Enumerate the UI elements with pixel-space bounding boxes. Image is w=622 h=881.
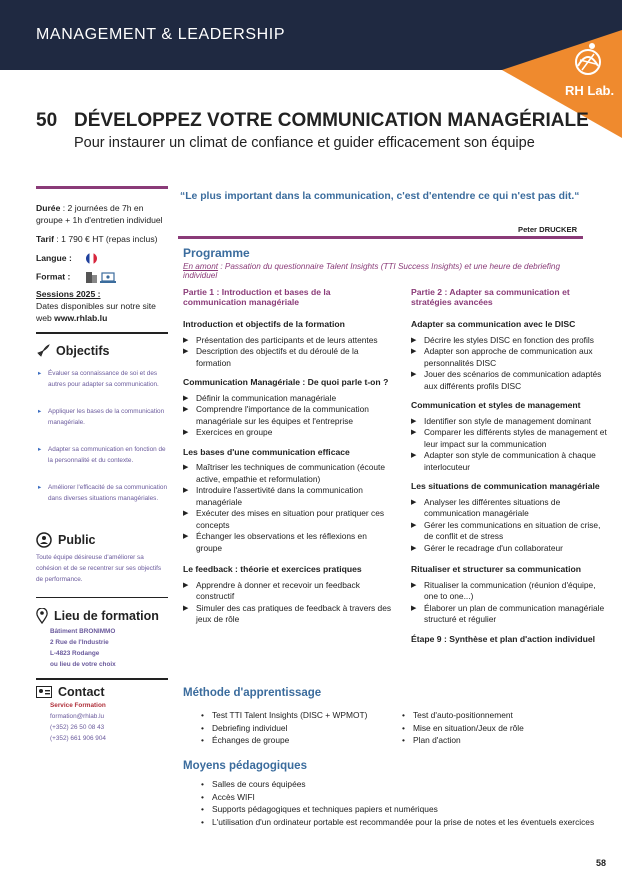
list-item: ▶ Identifier son style de management dominant — [411, 416, 609, 428]
list-item: ▶ Gérer les communications en situation de crise, de conflit et de stress — [411, 520, 609, 543]
list-item: ▶ Exécuter des mises en situation pour pratiquer ces concepts — [183, 508, 395, 531]
sessions-site-link[interactable]: www.rhlab.lu — [54, 313, 108, 324]
duree-block — [36, 202, 168, 226]
objectif-item: ▸ Adapter sa communication en fonction de la personnalité et du contexte. — [48, 444, 168, 466]
list-item: ▶ Adapter son style de communication à chaque interlocuteur — [411, 450, 609, 473]
sessions-label: Sessions 2025 : — [36, 289, 101, 300]
list-item: ▶ Introduire l'assertivité dans la communication managériale — [183, 485, 395, 508]
lieu-address — [50, 626, 168, 670]
section-title: Les bases d'une communication efficace — [183, 446, 350, 457]
building-icon — [86, 272, 97, 283]
section-title: Le feedback : théorie et exercices pratiques — [183, 564, 362, 574]
section-title: Communication Managériale : De quoi parle t-on ? — [183, 377, 389, 387]
section-title: Les situations de communication managériale — [411, 481, 600, 491]
public-text: Toute équipe désireuse d'améliorer sa cohésion et de se recentrer sur ses objectifs de performance. — [36, 553, 162, 583]
section-title: Adapter sa communication avec le DISC — [411, 319, 576, 329]
objectifs-list — [36, 368, 168, 504]
course-title: DÉVELOPPEZ VOTRE COMMUNICATION MANAGÉRIALE — [74, 110, 589, 131]
quote-author: Peter DRUCKER — [518, 225, 578, 234]
divider — [36, 678, 168, 680]
lieu-line: Bâtiment BRONIMMO — [50, 628, 116, 636]
quote-text: “Le plus important dans la communication, c'est d'entendre ce qui n'est pas dit.“ — [180, 191, 580, 202]
contact-card-icon — [36, 686, 52, 698]
list-item: ▶ Jouer des scénarios de communication adaptés aux différents profils DISC — [411, 369, 609, 392]
langue-block — [36, 252, 168, 264]
lieu-line: 2 Rue de l'Industrie — [50, 639, 109, 647]
methode-list-1 — [201, 709, 401, 747]
list-item: ▶ Décrire les styles DISC en fonction des profils — [411, 335, 609, 347]
part2-column — [411, 287, 609, 649]
list-item: ▶ Échanger les observations et les réflexions en groupe — [183, 531, 395, 554]
objectif-item: ▸ Améliorer l'efficacité de sa communication dans diverses situations managériales. — [48, 482, 168, 504]
list-item: ▶ Maîtriser les techniques de communication (écoute active, empathie et reformulation) — [183, 462, 395, 485]
list-item: ▶ Description des objectifs et du déroulé de la formation — [183, 346, 395, 369]
contact-phone: (+352) 661 906 904 — [50, 734, 106, 742]
section-title: Ritualiser et structurer sa communication — [411, 564, 582, 574]
lieu-line: ou lieu de votre choix — [50, 661, 116, 669]
sidebar — [36, 188, 168, 744]
list-item: • Salles de cours équipées — [201, 778, 611, 791]
moyens-list — [201, 778, 611, 828]
main-rule — [178, 236, 583, 239]
list-item: ▶ Apprendre à donner et recevoir un feedback constructif — [183, 580, 395, 603]
french-flag-icon — [86, 253, 97, 264]
list-item: ▶ Comparer les différents styles de management et leur impact sur la communication — [411, 427, 609, 450]
objectif-item: ▸ Appliquer les bases de la communication managériale. — [48, 406, 168, 428]
divider — [36, 332, 168, 334]
methode-list-2 — [402, 709, 602, 747]
final-step: Étape 9 : Synthèse et plan d'action individuel — [411, 633, 595, 644]
sessions-text: Dates disponibles sur notre site web — [36, 301, 156, 324]
methode-title: Méthode d'apprentissage — [183, 687, 322, 699]
objectif-item: ▸ Évaluer sa connaissance de soi et des autres pour adapter sa communication. — [48, 368, 168, 390]
list-item: • Mise en situation/Jeux de rôle — [402, 722, 602, 735]
contact-details — [50, 700, 168, 744]
en-amont-label: En amont — [183, 262, 219, 271]
lieu-heading — [36, 608, 168, 624]
part1-title: Partie 1 : Introduction et bases de la communication managériale — [183, 287, 331, 307]
list-item: • Test d'auto-positionnement — [402, 709, 602, 722]
programme-title: Programme — [183, 246, 250, 260]
duree-value: : 2 journées de 7h en groupe + 1h d'entretien individuel — [36, 203, 163, 225]
format-block — [36, 270, 168, 284]
lieu-title: Lieu de formation — [54, 609, 159, 624]
tarif-label: Tarif — [36, 234, 54, 244]
duree-label: Durée — [36, 203, 61, 213]
tarif-value: : 1 790 € HT (repas inclus) — [53, 234, 158, 244]
course-subtitle: Pour instaurer un climat de confiance et guider efficacement son équipe — [74, 135, 535, 151]
en-amont-note — [183, 262, 588, 280]
list-item: ▶ Élaborer un plan de communication managériale structuré et régulier — [411, 603, 609, 626]
list-item: • Debriefing individuel — [201, 722, 401, 735]
location-pin-icon — [36, 608, 48, 624]
globe-icon — [36, 532, 52, 548]
objectifs-title: Objectifs — [56, 343, 110, 358]
lieu-line: L-4823 Rodange — [50, 650, 100, 658]
list-item: • Échanges de groupe — [201, 734, 401, 747]
part1-column — [183, 287, 395, 626]
en-amont-text: : Passation du questionnaire Talent Insights (TTI Success Insights) et une heure de debriefing individuel — [183, 262, 560, 280]
contact-heading — [36, 686, 168, 698]
computer-icon — [100, 273, 116, 283]
format-label: Format : — [36, 271, 71, 282]
contact-title: Contact — [58, 684, 105, 699]
sessions-block — [36, 288, 168, 324]
public-title: Public — [58, 532, 96, 547]
public-heading — [36, 532, 168, 548]
list-item: • Supports pédagogiques et techniques papiers et numériques — [201, 803, 611, 816]
objectifs-heading — [36, 344, 168, 358]
format-icons — [85, 270, 121, 284]
divider — [36, 597, 168, 599]
rocket-icon — [36, 344, 50, 358]
moyens-title: Moyens pédagogiques — [183, 760, 307, 772]
list-item: ▶ Ritualiser la communication (réunion d'équipe, one to one...) — [411, 580, 609, 603]
banner-title: MANAGEMENT & LEADERSHIP — [36, 26, 286, 43]
part2-title: Partie 2 : Adapter sa communication et stratégies avancées — [411, 287, 570, 307]
list-item: ▶ Analyser les différentes situations de communication managériale — [411, 497, 609, 520]
list-item: ▶ Présentation des participants et de leurs attentes — [183, 335, 395, 347]
list-item: • L'utilisation d'un ordinateur portable est recommandée pour la prise de notes et les éventuels exercices — [201, 816, 611, 829]
list-item: ▶ Exercices en groupe — [183, 427, 395, 439]
contact-phone: (+352) 26 50 08 43 — [50, 723, 105, 731]
course-number: 50 — [36, 110, 58, 131]
list-item: • Test TTI Talent Insights (DISC + WPMOT) — [201, 709, 401, 722]
tarif-block — [36, 233, 168, 245]
list-item: ▶ Comprendre l'importance de la communication managériale sur les équipes et l'entreprise — [183, 404, 395, 427]
langue-label: Langue : — [36, 253, 72, 263]
list-item: ▶ Simuler des cas pratiques de feedback à travers des jeux de rôle — [183, 603, 395, 626]
section-title: Introduction et objectifs de la formation — [183, 319, 345, 329]
contact-service: Service Formation — [50, 701, 106, 709]
list-item: ▶ Adapter son approche de communication aux personnalités DISC — [411, 346, 609, 369]
page-number: 58 — [596, 858, 607, 868]
list-item: • Accès WIFI — [201, 791, 611, 804]
section-title: Communication et styles de management — [411, 400, 581, 410]
logo-text: RH Lab. — [565, 83, 615, 98]
list-item: ▶ Gérer le recadrage d'un collaborateur — [411, 543, 609, 555]
list-item: ▶ Définir la communication managériale — [183, 393, 395, 405]
contact-email-link[interactable]: formation@rhlab.lu — [50, 712, 105, 720]
list-item: • Plan d'action — [402, 734, 602, 747]
